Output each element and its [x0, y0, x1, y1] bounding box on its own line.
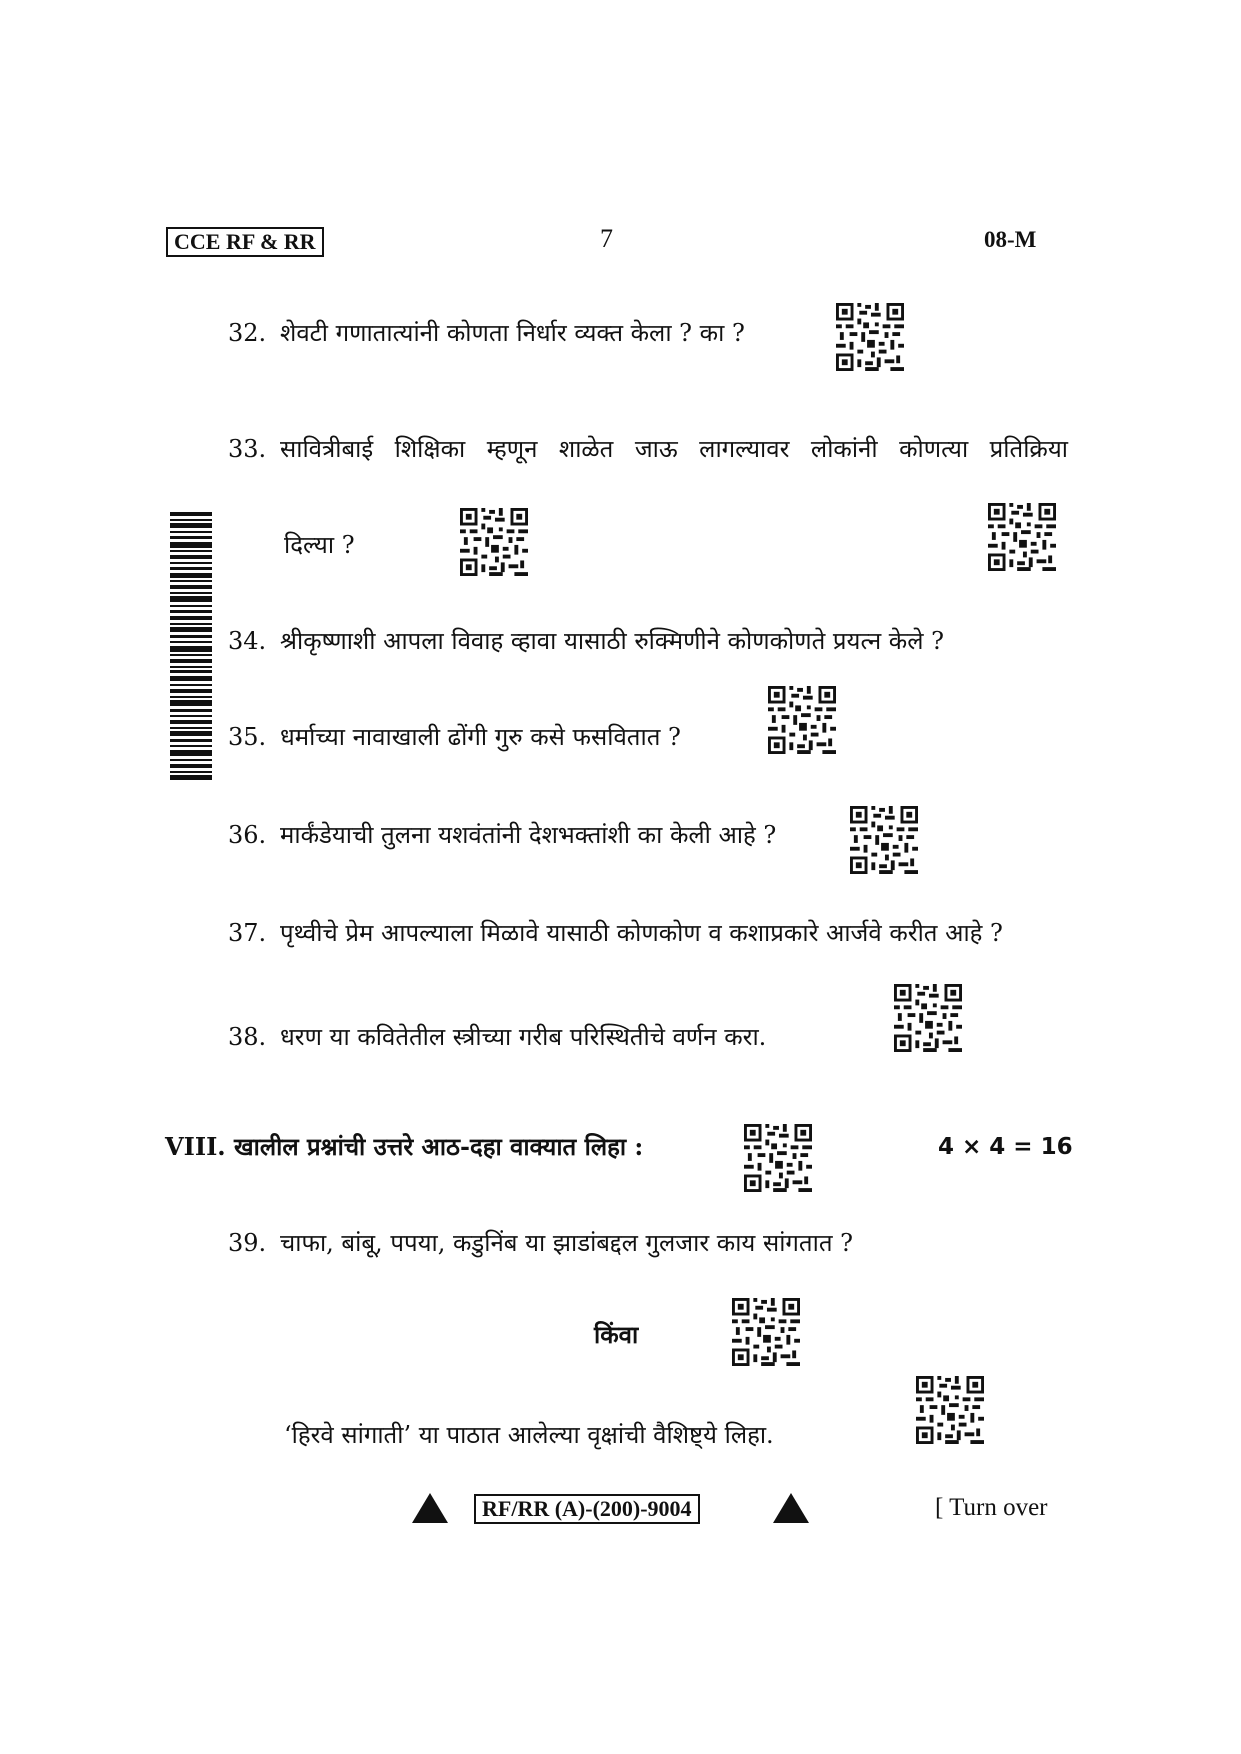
question-number: 32.: [228, 319, 267, 347]
question-text: शेवटी गणातात्यांनी कोणता निर्धार व्यक्त केला ? का ?: [280, 319, 745, 347]
qr-code-icon: [988, 503, 1056, 571]
question-text: सावित्रीबाई शिक्षिका म्हणून शाळेत जाऊ लागल्यावर लोकांनी कोणत्या प्रतिक्रिया: [280, 435, 1068, 463]
qr-code-icon: [836, 303, 904, 371]
triangle-icon: [773, 1493, 809, 1523]
alternative-question-text: ‘हिरवे सांगाती’ या पाठात आलेल्या वृक्षांची वैशिष्ट्ये लिहा.: [284, 1421, 774, 1449]
question-text: श्रीकृष्णाशी आपला विवाह व्हावा यासाठी रुक्मिणीने कोणकोणते प्रयत्न केले ?: [280, 627, 944, 655]
qr-code-icon: [850, 806, 918, 874]
question-text: मार्कंडेयाची तुलना यशवंतांनी देशभक्तांशी का केली आहे ?: [280, 821, 777, 849]
question-38: [228, 1022, 766, 1052]
question-35: [228, 722, 681, 752]
question-number: 33.: [228, 435, 267, 463]
question-text: चाफा, बांबू, पपया, कडुनिंब या झाडांबद्दल गुलजार काय सांगतात ?: [280, 1229, 853, 1257]
question-text: धर्माच्या नावाखाली ढोंगी गुरु कसे फसवितात ?: [280, 723, 681, 751]
section-marks: 4 × 4 = 16: [938, 1134, 1073, 1160]
paper-code: 08-M: [984, 227, 1037, 252]
question-33: [228, 434, 1068, 464]
or-label: किंवा: [594, 1320, 639, 1349]
footer-code-box: RF/RR (A)-(200)-9004: [474, 1494, 700, 1524]
question-34: [228, 626, 944, 656]
question-36: [228, 820, 776, 850]
qr-code-icon: [894, 984, 962, 1052]
qr-code-icon: [732, 1298, 800, 1366]
question-number: 39.: [228, 1229, 267, 1257]
question-number: 35.: [228, 723, 267, 751]
section-title: VIII. खालील प्रश्नांची उत्तरे आठ-दहा वाक्यात लिहा :: [165, 1132, 644, 1161]
question-text: पृथ्वीचे प्रेम आपल्याला मिळावे यासाठी कोणकोण व कशाप्रकारे आर्जवे करीत आहे ?: [280, 919, 1003, 947]
exam-code-box: CCE RF & RR: [166, 227, 324, 257]
question-39: [228, 1228, 853, 1258]
question-number: 38.: [228, 1023, 267, 1051]
question-37: [228, 918, 1003, 948]
question-text: धरण या कवितेतील स्त्रीच्या गरीब परिस्थितीचे वर्णन करा.: [280, 1023, 767, 1051]
turn-over-label: [ Turn over: [935, 1494, 1048, 1521]
page-number: 7: [600, 224, 613, 253]
question-32: [228, 318, 745, 348]
question-number: 34.: [228, 627, 267, 655]
question-number: 37.: [228, 919, 267, 947]
qr-code-icon: [768, 686, 836, 754]
question-33-continuation: दिल्या ?: [284, 531, 355, 559]
triangle-icon: [412, 1493, 448, 1523]
qr-code-icon: [460, 508, 528, 576]
qr-code-icon: [916, 1376, 984, 1444]
qr-code-icon: [744, 1124, 812, 1192]
barcode-icon: [170, 512, 212, 780]
question-number: 36.: [228, 821, 267, 849]
